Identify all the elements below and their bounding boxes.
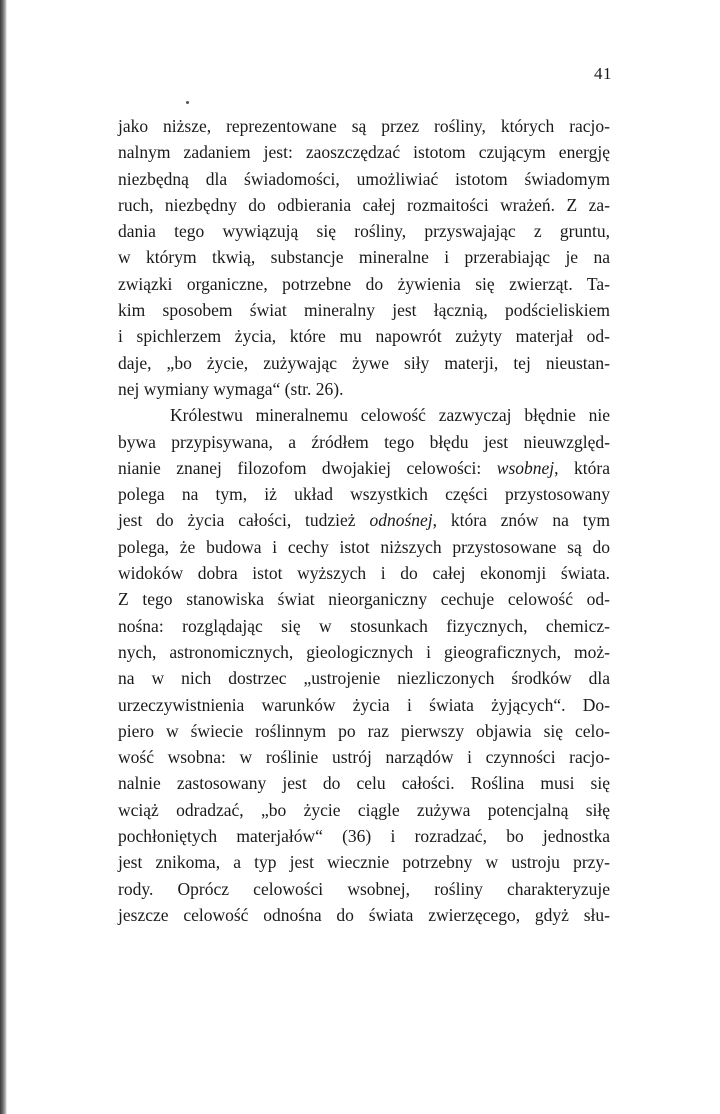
text-line: niezbędną dla świadomości, umożliwiać istotom świadomym	[118, 168, 610, 189]
text-line: piero w świecie roślinnym po raz pierwszy objawia się celo-	[118, 720, 610, 741]
text-line: Królestwu mineralnemu celowość zazwyczaj błędnie nie	[170, 405, 610, 426]
ink-speck	[186, 101, 189, 104]
text-line: kim sposobem świat mineralny jest łącznią, podścieliskiem	[118, 300, 610, 321]
page-binding-edge	[0, 0, 7, 1114]
text-line: daje, „bo życie, zużywając żywe siły materji, tej nieustan-	[118, 352, 610, 373]
text-line: nalnie zastosowany jest do celu całości. Roślina musi się	[118, 773, 610, 794]
text-line: nych, astronomicznych, gieologicznych i gieograficznych, moż-	[118, 641, 610, 662]
text-line: nalnym zadaniem jest: zaoszczędzać istotom czującym energję	[118, 142, 610, 163]
page-number: 41	[594, 64, 612, 83]
text-line: nianie znanej filozofom dwojakiej celowości: wsobnej, która	[118, 457, 610, 478]
text-line: jest do życia całości, tudzież odnośnej, która znów na tym	[118, 510, 610, 531]
text-line: wość wsobna: w roślinie ustrój narządów i czynności racjo-	[118, 747, 610, 768]
text-line: widoków dobra istot wyższych i do całej ekonomji świata.	[118, 563, 610, 584]
text-line: w którym tkwią, substancje mineralne i przerabiając je na	[118, 247, 610, 268]
text-line: rody. Oprócz celowości wsobnej, rośliny charakteryzuje	[118, 878, 610, 899]
text-line: pochłoniętych materjałów“ (36) i rozradzać, bo jednostka	[118, 826, 610, 847]
text-line: nośna: rozglądając się w stosunkach fizycznych, chemicz-	[118, 615, 610, 636]
text-line: i spichlerzem życia, które mu napowrót zużyty materjał od-	[118, 326, 610, 347]
body-text	[118, 113, 610, 928]
emphasized-term: odnośnej	[369, 510, 433, 531]
emphasized-term: wsobnej	[496, 457, 555, 478]
text-line: wciąż odradzać, „bo życie ciągle zużywa potencjalną siłę	[118, 799, 610, 820]
text-line: polega, że budowa i cechy istot niższych przystosowane są do	[118, 536, 610, 557]
text-line: urzeczywistnienia warunków życia i świata żyjących“. Do-	[118, 694, 610, 715]
text-line: nej wymiany wymaga“ (str. 26).	[118, 378, 344, 399]
text-line: polega na tym, iż układ wszystkich części przystosowany	[118, 484, 610, 505]
text-line: dania tego wywiązują się rośliny, przyswajając z gruntu,	[118, 221, 610, 242]
paragraph	[118, 113, 610, 402]
paragraph	[118, 402, 610, 928]
text-line: jeszcze celowość odnośna do świata zwierzęcego, gdyż słu-	[118, 904, 610, 925]
text-line: związki organiczne, potrzebne do żywienia się zwierząt. Ta-	[118, 273, 610, 294]
text-line: na w nich dostrzec „ustrojenie niezliczonych środków dla	[118, 668, 610, 689]
text-line: jako niższe, reprezentowane są przez rośliny, których racjo-	[118, 116, 610, 136]
text-line: Z tego stanowiska świat nieorganiczny cechuje celowość od-	[118, 589, 610, 610]
text-line: jest znikoma, a typ jest wiecznie potrzebny w ustroju przy-	[118, 852, 610, 873]
text-line: bywa przypisywana, a źródłem tego błędu jest nieuwzględ-	[118, 431, 610, 452]
text-line: ruch, niezbędny do odbierania całej rozmaitości wrażeń. Z za-	[118, 194, 610, 215]
